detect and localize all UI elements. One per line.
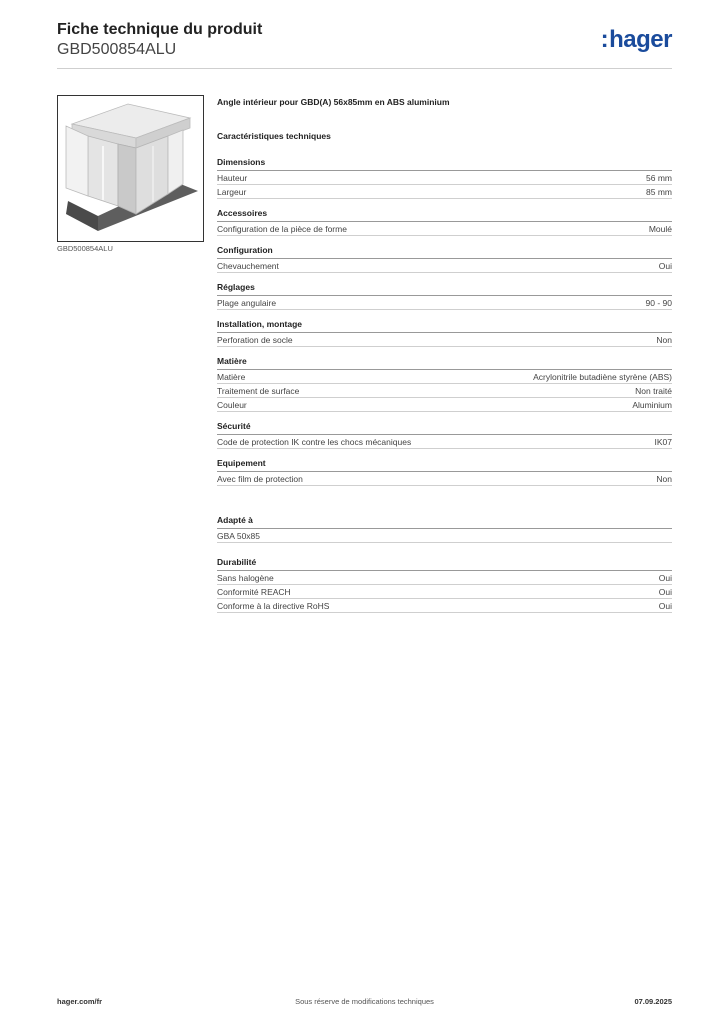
spec-label: Largeur — [217, 187, 247, 197]
page-title: Fiche technique du produit — [57, 21, 263, 38]
product-angle-illustration — [58, 96, 203, 241]
spec-label: Plage angulaire — [217, 298, 277, 308]
spec-group — [217, 421, 672, 449]
logo-text: hager — [609, 26, 672, 53]
spec-value: Non — [656, 474, 672, 484]
spec-label: Conformité REACH — [217, 587, 291, 597]
spec-row — [217, 259, 672, 273]
specifications — [217, 95, 672, 622]
spec-group — [217, 282, 672, 310]
spec-row — [217, 571, 672, 585]
spec-label: Matière — [217, 372, 246, 382]
hager-logo — [601, 26, 672, 54]
spec-row — [217, 296, 672, 310]
durability-title: Durabilité — [217, 557, 672, 571]
spec-row — [217, 472, 672, 486]
spec-label: Configuration de la pièce de forme — [217, 224, 347, 234]
tech-characteristics-title: Caractéristiques techniques — [217, 131, 331, 141]
spec-row — [217, 370, 672, 384]
spec-row — [217, 171, 672, 185]
spec-group — [217, 245, 672, 273]
spec-row — [217, 384, 672, 398]
page-header — [57, 20, 672, 68]
footer-date: 07.09.2025 — [634, 997, 672, 1006]
spec-group — [217, 319, 672, 347]
section-gap — [217, 495, 672, 515]
spec-label: Couleur — [217, 400, 247, 410]
spec-value: 56 mm — [646, 173, 672, 183]
product-reference: GBD500854ALU — [57, 41, 177, 58]
spec-row — [217, 222, 672, 236]
spec-value: Oui — [658, 601, 672, 611]
spec-label: Avec film de protection — [217, 474, 303, 484]
spec-label: Perforation de socle — [217, 335, 293, 345]
spec-row — [217, 398, 672, 412]
adapted-title: Adapté à — [217, 515, 672, 529]
spec-value: Oui — [658, 587, 672, 597]
spec-label: Sans halogène — [217, 573, 274, 583]
spec-group — [217, 157, 672, 199]
spec-row — [217, 599, 672, 613]
spec-label: Hauteur — [217, 173, 248, 183]
spec-value: Non — [656, 335, 672, 345]
spec-row — [217, 585, 672, 599]
footer-website-link[interactable]: hager.com/fr — [57, 997, 103, 1006]
spec-group-title: Equipement — [217, 458, 672, 472]
spec-value: Aluminium — [632, 400, 672, 410]
durability-group — [217, 557, 672, 613]
adapted-group — [217, 515, 672, 543]
spec-group — [217, 458, 672, 486]
spec-label: Conforme à la directive RoHS — [217, 601, 330, 611]
spec-value: Acrylonitrile butadiène styrène (ABS) — [533, 372, 672, 382]
footer-notice: Sous réserve de modifications techniques — [295, 997, 434, 1006]
logo-dots: : — [600, 26, 609, 53]
spec-label: GBA 50x85 — [217, 531, 261, 541]
spec-value: Non traité — [635, 386, 672, 396]
spec-row — [217, 185, 672, 199]
spec-group-title: Matière — [217, 356, 672, 370]
spec-group-title: Réglages — [217, 282, 672, 296]
product-image — [57, 95, 204, 242]
spec-label: Code de protection IK contre les chocs mécaniques — [217, 437, 412, 447]
spec-label: Traitement de surface — [217, 386, 300, 396]
spec-value: 90 - 90 — [645, 298, 672, 308]
spec-group-title: Sécurité — [217, 421, 672, 435]
spec-group — [217, 356, 672, 412]
spec-group-title: Installation, montage — [217, 319, 672, 333]
spec-value: Moulé — [648, 224, 672, 234]
spec-groups — [217, 157, 672, 486]
spec-row — [217, 333, 672, 347]
spec-group-title: Accessoires — [217, 208, 672, 222]
spec-row — [217, 529, 672, 543]
product-description: Angle intérieur pour GBD(A) 56x85mm en ABS aluminium — [217, 97, 450, 107]
spec-group-title: Dimensions — [217, 157, 672, 171]
image-caption: GBD500854ALU — [57, 244, 113, 253]
spec-value: Oui — [658, 261, 672, 271]
spec-row — [217, 435, 672, 449]
spec-label: Chevauchement — [217, 261, 279, 271]
spec-value: Oui — [658, 573, 672, 583]
spec-group-title: Configuration — [217, 245, 672, 259]
spec-value: IK07 — [654, 437, 672, 447]
spec-value: 85 mm — [646, 187, 672, 197]
spec-group — [217, 208, 672, 236]
header-divider — [57, 68, 672, 69]
